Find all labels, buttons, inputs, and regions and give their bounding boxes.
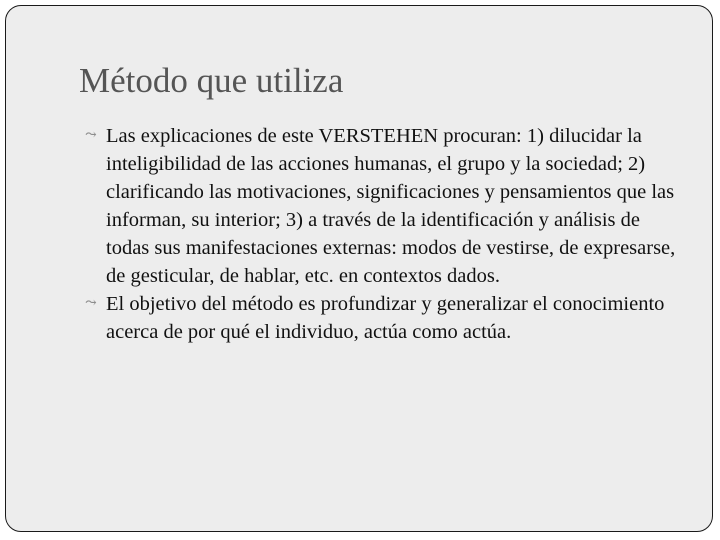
curved-arrow-bullet-icon: ⤳ (85, 296, 97, 311)
slide (5, 5, 713, 532)
bullet-text: El objetivo del método es profundizar y generalizar el conocimiento acerca de por qué el individuo, actúa como actúa. (106, 293, 665, 343)
curved-arrow-bullet-icon: ⤳ (85, 128, 97, 143)
bullet-item (85, 122, 685, 290)
bullet-item (85, 290, 685, 346)
slide-title: Método que utiliza (79, 61, 344, 100)
bullet-text: Las explicaciones de este VERSTEHEN procuran: 1) dilucidar la inteligibilidad de las acciones humanas, el grupo y la sociedad; 2) clarificando las motivaciones, significaciones y pensamientos que las informan, su interior; 3) a través de la identificación y análisis de todas sus manifestaciones externas: modos de vestirse, de expresarse, de gesticular, de hablar, etc. en contextos dados. (106, 125, 676, 287)
bullet-list (85, 122, 685, 346)
